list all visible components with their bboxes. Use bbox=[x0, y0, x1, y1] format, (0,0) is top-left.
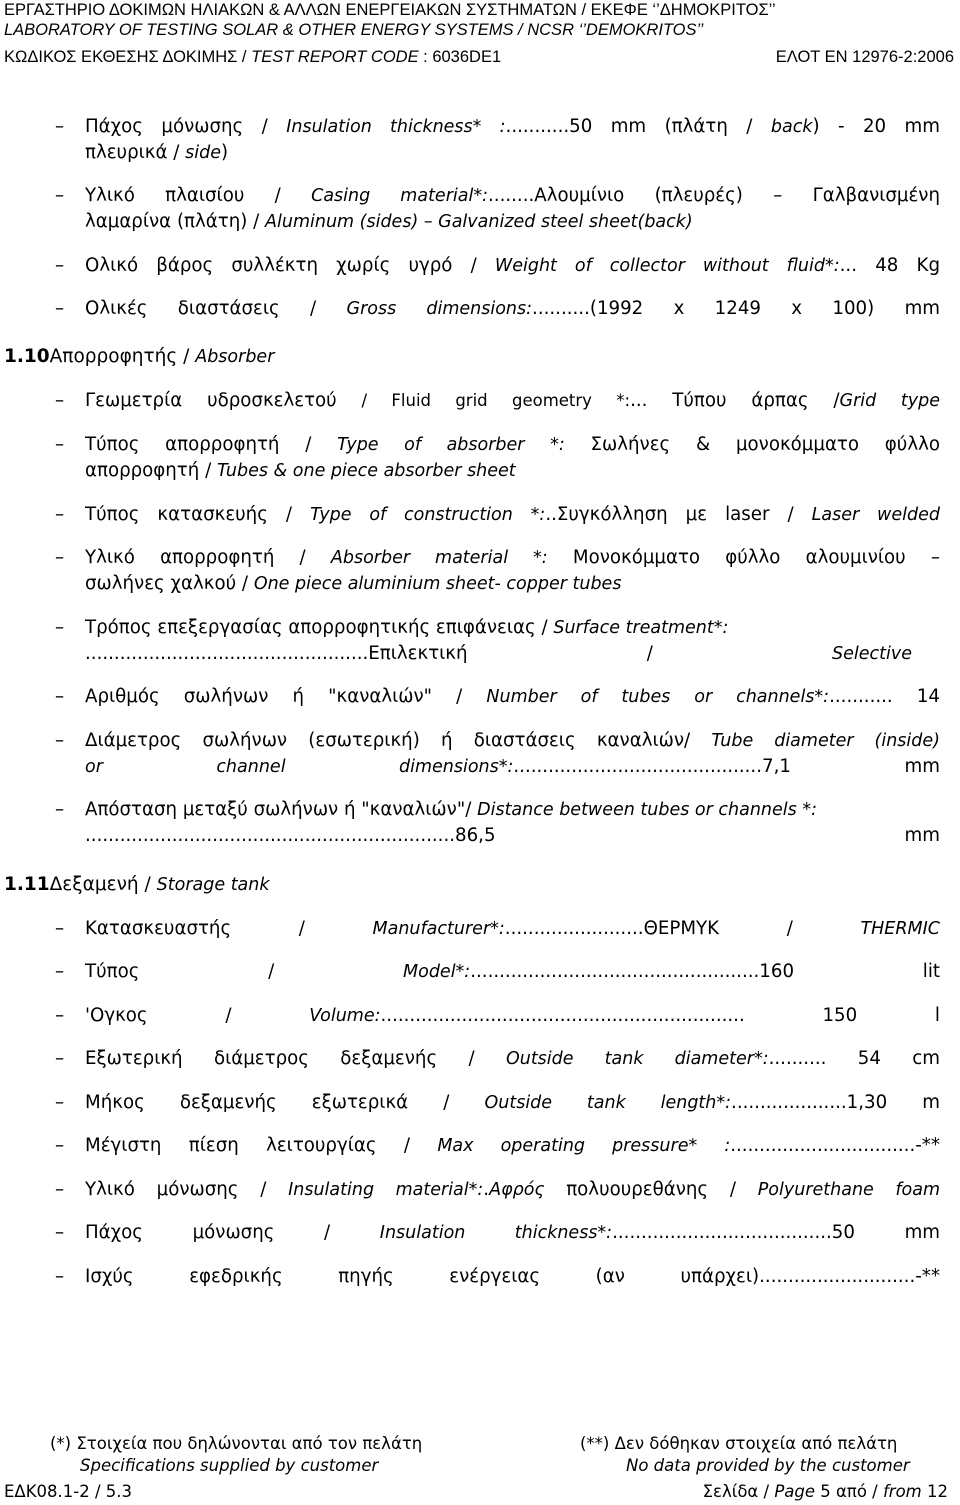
item-construction-type: – Τύπος κατασκευής / Type of construction *:..Συγκόλληση με laser / Laser welded bbox=[55, 504, 940, 525]
item-collector-weight: – Ολικό βάρος συλλέκτη χωρίς υγρό / Weight of collector without fluid*:... 48 Kg bbox=[55, 255, 940, 276]
item-tank-manufacturer: – Κατασκευαστής / Manufacturer*:........................ΘΕΡΜΥΚ / THERMIC bbox=[55, 918, 940, 939]
item-surface-treatment: – Τρόπος επεξεργασίας απορροφητικής επιφάνειας / Surface treatment*: .................................................Επιλεκτική / Selective bbox=[55, 617, 912, 664]
page-number: Σελίδα / Page 5 από / from 12 bbox=[702, 1482, 948, 1501]
item-tank-model: – Τύπος / Model*:..................................................160 lit bbox=[55, 961, 940, 982]
footnote-no-data: (**) Δεν δόθηκαν στοιχεία από πελάτη No data provided by the customer bbox=[580, 1434, 910, 1475]
item-tank-insulation-thickness: – Πάχος μόνωσης / Insulation thickness*:......................................50 mm bbox=[55, 1222, 940, 1243]
item-gross-dimensions: – Ολικές διαστάσεις / Gross dimensions:..........(1992 x 1249 x 100) mm bbox=[55, 298, 940, 319]
section-absorber-heading: 1.10Απορροφητής / Absorber bbox=[4, 346, 275, 367]
item-tank-volume: – 'Ογκος / Volume:............................................................... 150 l bbox=[55, 1005, 940, 1026]
item-insulation-thickness: – Πάχος μόνωσης / Insulation thickness* :...........50 mm (πλάτη / back) - 20 mm πλευρικά / side) bbox=[55, 116, 940, 163]
item-insulating-material: – Υλικό μόνωσης / Insulating material*:.Αφρός πολυουρεθάνης / Polyurethane foam bbox=[55, 1179, 940, 1200]
item-tube-diameter: – Διάμετρος σωλήνων (εσωτερική) ή διαστάσεις καναλιών/ Tube diameter (inside) or channel dimensions*:...........................................7,1 mm bbox=[55, 730, 940, 777]
report-code: ΚΩΔΙΚΟΣ ΕΚΘΕΣΗΣ ΔΟΚΙΜΗΣ / TEST REPORT CODE : 6036DE1 bbox=[4, 48, 502, 66]
header-report-code bbox=[4, 48, 956, 67]
item-tank-outside-diameter: – Εξωτερική διάμετρος δεξαμενής / Outside tank diameter*:.......... 54 cm bbox=[55, 1048, 940, 1069]
header-lab-greek: ΕΡΓΑΣΤΗΡΙΟ ΔΟΚΙΜΩΝ ΗΛΙΑΚΩΝ & ΑΛΛΩΝ ΕΝΕΡΓΕΙΑΚΩΝ ΣΥΣΤΗΜΑΤΩΝ / ΕΚΕΦΕ ‘’ΔΗΜΟΚΡΙΤΟΣ’’ bbox=[4, 1, 776, 19]
item-absorber-type: – Τύπος απορροφητή / Type of absorber *: Σωλήνες & μονοκόμματο φύλλο απορροφητή / Tubes & one piece absorber sheet bbox=[55, 434, 940, 481]
item-auxiliary-power: – Ισχύς εφεδρικής πηγής ενέργειας (αν υπάρχει)...........................-** bbox=[55, 1266, 940, 1287]
item-max-pressure: – Μέγιστη πίεση λειτουργίας / Max operating pressure* :................................-** bbox=[55, 1135, 940, 1156]
header-lab-english: LABORATORY OF TESTING SOLAR & OTHER ENERGY SYSTEMS / NCSR ‘’DEMOKRITOS’’ bbox=[4, 21, 704, 39]
item-fluid-grid: – Γεωμετρία υδροσκελετού / Fluid grid geometry *:... Τύπου άρπας /Grid type bbox=[55, 390, 940, 411]
standard-code: ΕΛΟΤ ΕΝ 12976-2:2006 bbox=[775, 48, 954, 66]
document-code: ΕΔΚ08.1-2 / 5.3 bbox=[4, 1482, 133, 1501]
section-storage-tank-heading: 1.11Δεξαμενή / Storage tank bbox=[4, 874, 270, 895]
item-casing-material: – Υλικό πλαισίου / Casing material*:........Αλουμίνιο (πλευρές) – Γαλβανισμένη λαμαρίνα (πλάτη) / Aluminum (sides) – Galvanized steel sheet(back) bbox=[55, 185, 940, 232]
item-absorber-material: – Υλικό απορροφητή / Absorber material *: Μονοκόμματο φύλλο αλουμινίου – σωλήνες χαλκού / One piece aluminium sheet- copper tubes bbox=[55, 547, 940, 594]
item-number-of-tubes: – Αριθμός σωλήνων ή "καναλιών" / Number of tubes or channels*:........... 14 bbox=[55, 686, 940, 707]
item-tube-distance: – Απόσταση μεταξύ σωλήνων ή "καναλιών"/ Distance between tubes or channels *: ................................................................86,5 mm bbox=[55, 799, 940, 846]
footnote-customer-specs: (*) Στοιχεία που δηλώνονται από τον πελάτη Specifications supplied by customer bbox=[50, 1434, 423, 1475]
item-tank-length: – Μήκος δεξαμενής εξωτερικά / Outside tank length*:....................1,30 m bbox=[55, 1092, 940, 1113]
